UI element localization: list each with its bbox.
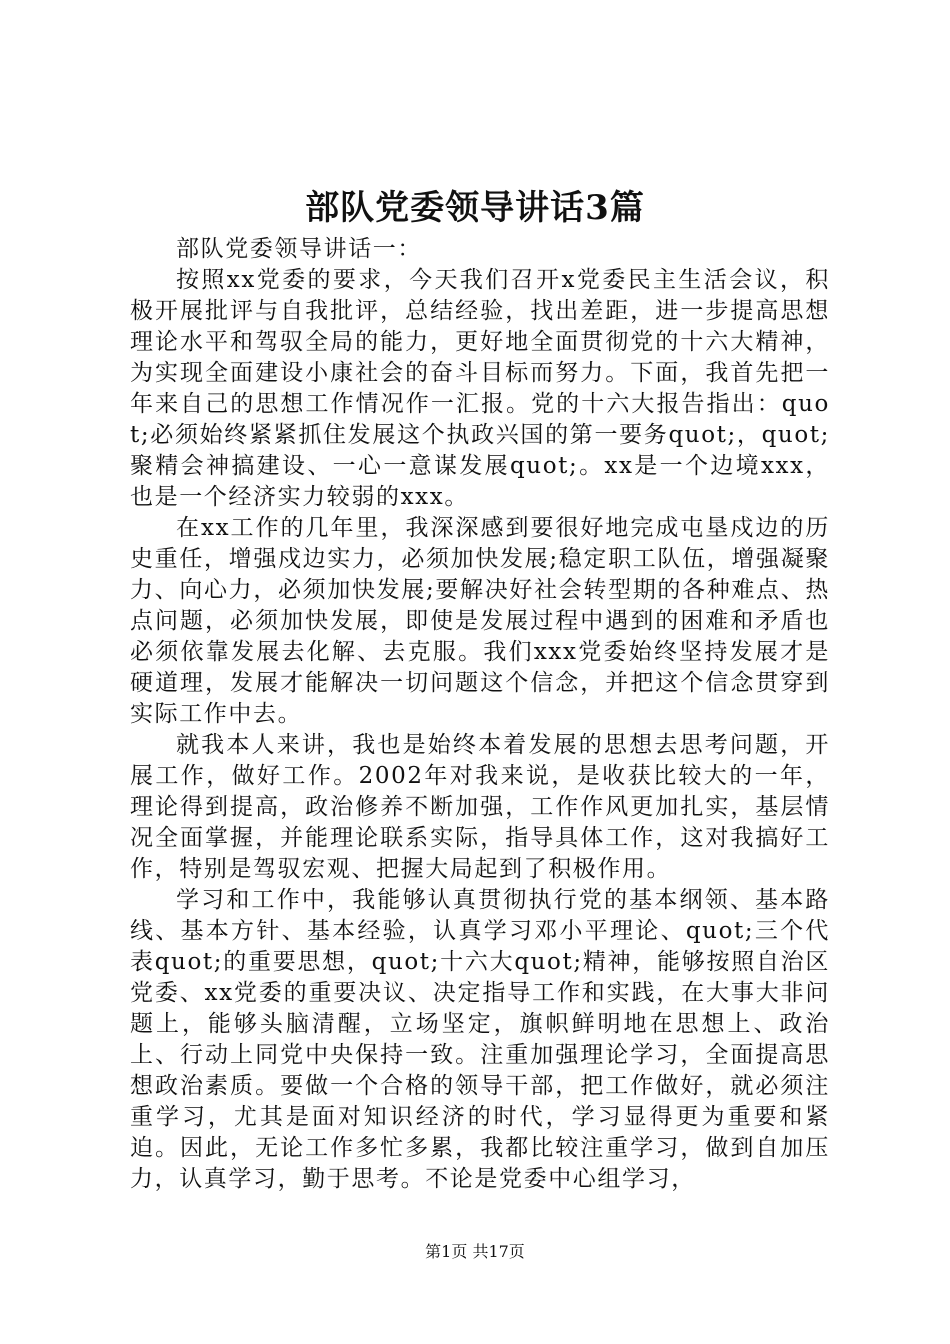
document-title: 部队党委领导讲话3篇: [305, 188, 645, 228]
document-body: [130, 234, 830, 1195]
paragraph: 学习和工作中，我能够认真贯彻执行党的基本纲领、基本路线、基本方针、基本经验，认真学习邓小平理论、quot;三个代表quot;的重要思想，quot;十六大quot;精神，能够按照自治区党委、xx党委的重要决议、决定指导工作和实践，在大事大非问题上，能够头脑清醒，立场坚定，旗帜鲜明地在思想上、政治上、行动上同党中央保持一致。注重加强理论学习，全面提高思想政治素质。要做一个合格的领导干部，把工作做好，就必须注重学习，尤其是面对知识经济的时代，学习显得更为重要和紧迫。因此，无论工作多忙多累，我都比较注重学习，做到自加压力，认真学习，勤于思考。不论是党委中心组学习，: [130, 887, 830, 1192]
paragraph: 按照xx党委的要求，今天我们召开x党委民主生活会议，积极开展批评与自我批评，总结经验，找出差距，进一步提高思想理论水平和驾驭全局的能力，更好地全面贯彻党的十六大精神，为实现全面建设小康社会的奋斗目标而努力。下面，我首先把一年来自己的思想工作情况作一汇报。党的十六大报告指出：quot;必须始终紧紧抓住发展这个执政兴国的第一要务quot;，quot;聚精会神搞建设、一心一意谋发展quot;。xx是一个边境xxx，也是一个经济实力较弱的xxx。: [130, 267, 830, 510]
paragraph: 就我本人来讲，我也是始终本着发展的思想去思考问题，开展工作，做好工作。2002年对我来说，是收获比较大的一年，理论得到提高，政治修养不断加强，工作作风更加扎实，基层情况全面掌握，并能理论联系实际，指导具体工作，这对我搞好工作，特别是驾驭宏观、把握大局起到了积极作用。: [130, 732, 830, 882]
paragraph-heading: 部队党委领导讲话一：: [176, 236, 422, 262]
page-footer: 第1页 共17页: [425, 1242, 525, 1261]
paragraph: 在xx工作的几年里，我深深感到要很好地完成屯垦戍边的历史重任，增强戍边实力，必须加快发展;稳定职工队伍，增强凝聚力、向心力，必须加快发展;要解决好社会转型期的各种难点、热点问题，必须加快发展，即使是发展过程中遇到的困难和矛盾也必须依靠发展去化解、去克服。我们xxx党委始终坚持发展才是硬道理，发展才能解决一切问题这个信念，并把这个信念贯穿到实际工作中去。: [130, 515, 830, 727]
